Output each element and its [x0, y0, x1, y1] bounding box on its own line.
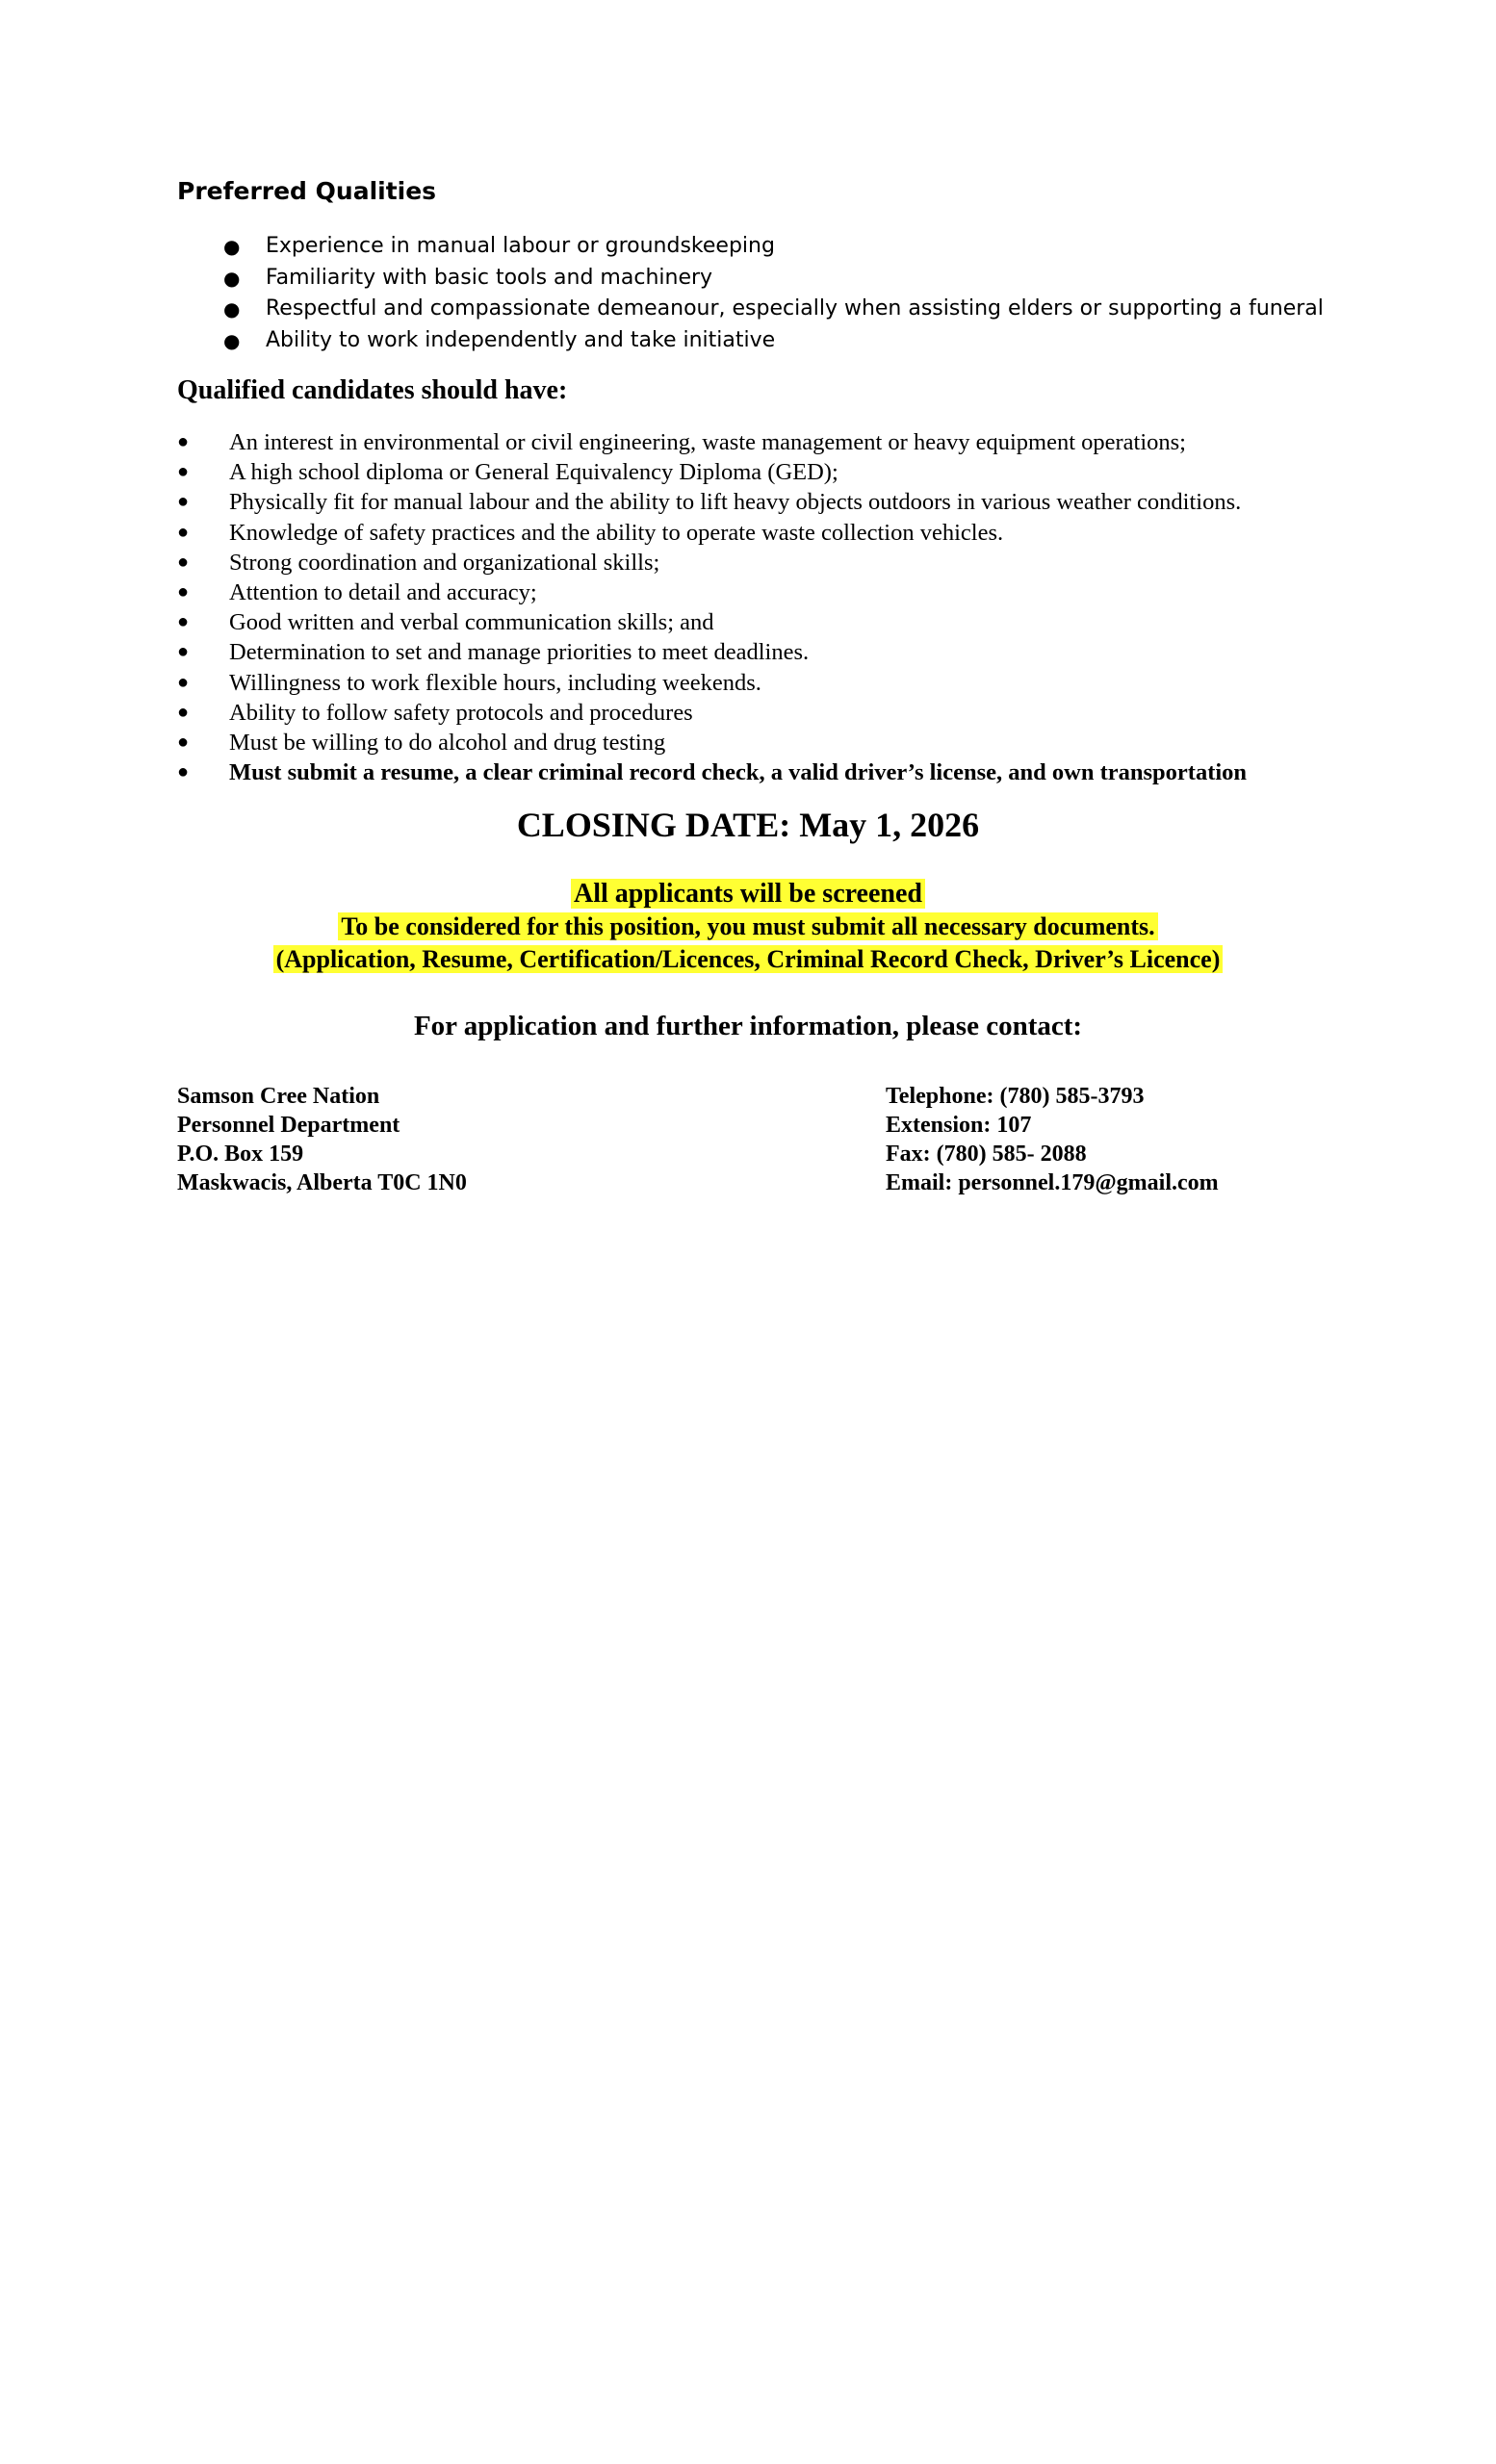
list-item: ● Determination to set and manage priorities to meet deadlines. — [177, 637, 1247, 667]
notice-line-required-list: (Application, Resume, Certification/Licences, Criminal Record Check, Driver’s Licence) — [273, 945, 1224, 973]
mailing-address — [177, 1082, 467, 1197]
list-item: ● Good written and verbal communication skills; and — [177, 607, 1247, 637]
list-item: ● Knowledge of safety practices and the ability to operate waste collection vehicles. — [177, 518, 1247, 548]
contact-telephone: Telephone: (780) 585-3793 — [886, 1084, 1145, 1109]
bullet-icon: ● — [177, 521, 190, 543]
address-department: Personnel Department — [177, 1113, 400, 1138]
bullet-icon: ● — [177, 731, 190, 753]
list-item: ● Familiarity with basic tools and machinery — [177, 263, 1324, 295]
bullet-icon: ● — [177, 431, 190, 452]
list-item: ● Physically fit for manual labour and the ability to lift heavy objects outdoors in various weather conditions. — [177, 487, 1247, 517]
list-item: ● Attention to detail and accuracy; — [177, 578, 1247, 607]
bullet-icon: ● — [177, 551, 190, 573]
bullet-icon: ● — [177, 580, 190, 603]
list-item: ● Ability to follow safety protocols and procedures — [177, 698, 1247, 728]
closing-date-value: May 1, 2026 — [799, 806, 980, 844]
contact-email: Email: personnel.179@gmail.com — [886, 1170, 1219, 1195]
bullet-icon: ● — [177, 701, 190, 723]
notice-line-documents: To be considered for this position, you must submit all necessary documents. — [338, 912, 1157, 940]
notice-line-screened: All applicants will be screened — [571, 879, 925, 909]
list-item: ● Must be willing to do alcohol and drug testing — [177, 728, 1247, 757]
bullet-icon: ● — [177, 461, 190, 483]
qualified-candidates-heading: Qualified candidates should have: — [177, 375, 568, 405]
address-city: Maskwacis, Alberta T0C 1N0 — [177, 1170, 467, 1195]
bullet-icon: ● — [223, 297, 241, 321]
bullet-icon: ● — [177, 491, 190, 513]
list-item: ● Must submit a resume, a clear criminal record check, a valid driver’s license, and own transportation — [177, 757, 1247, 787]
bullet-icon: ● — [177, 611, 190, 633]
contact-extension: Extension: 107 — [886, 1113, 1032, 1138]
screening-notice — [0, 878, 1496, 976]
bullet-icon: ● — [223, 266, 241, 290]
bullet-icon: ● — [177, 761, 190, 783]
bullet-icon: ● — [223, 328, 241, 352]
address-po-box: P.O. Box 159 — [177, 1142, 304, 1167]
list-item: ● A high school diploma or General Equivalency Diploma (GED); — [177, 457, 1247, 487]
bullet-icon: ● — [177, 641, 190, 663]
list-item: ● An interest in environmental or civil engineering, waste management or heavy equipment operations; — [177, 427, 1247, 457]
list-item: ● Willingness to work flexible hours, including weekends. — [177, 668, 1247, 698]
bullet-icon: ● — [177, 671, 190, 693]
address-organization: Samson Cree Nation — [177, 1084, 380, 1109]
list-item: ● Ability to work independently and take initiative — [177, 325, 1324, 357]
list-item: ● Strong coordination and organizational skills; — [177, 548, 1247, 578]
preferred-qualities-heading: Preferred Qualities — [177, 177, 437, 205]
closing-date: CLOSING DATE: May 1, 2026 — [516, 806, 980, 844]
bullet-icon: ● — [223, 235, 241, 258]
list-item: ● Experience in manual labour or groundskeeping — [177, 231, 1324, 263]
contact-fax: Fax: (780) 585- 2088 — [886, 1142, 1087, 1167]
contact-details — [886, 1082, 1219, 1197]
list-item: ● Respectful and compassionate demeanour, especially when assisting elders or supporting a funeral — [177, 294, 1324, 325]
contact-heading: For application and further information, please contact: — [413, 1011, 1083, 1041]
preferred-qualities-list — [177, 231, 1324, 356]
qualified-candidates-list — [177, 427, 1247, 787]
closing-date-label: CLOSING DATE — [516, 806, 780, 844]
